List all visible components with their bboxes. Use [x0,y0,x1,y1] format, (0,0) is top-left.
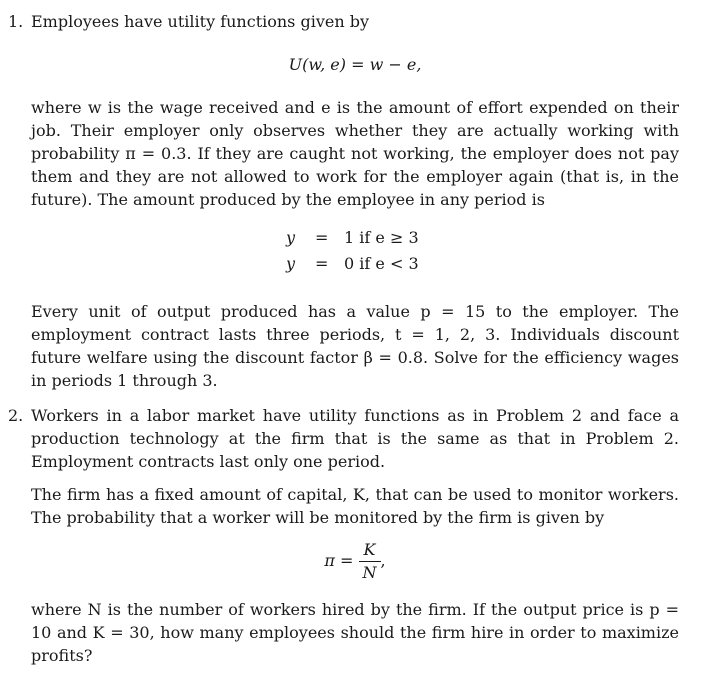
problem-1 [0,10,700,211]
eq-tail: , [380,551,386,570]
problem-2-cont [0,598,700,667]
sys-eq: = [315,228,329,247]
fraction [359,540,381,583]
fraction-denominator: N [362,563,377,582]
problem-intro: Employees have utility functions given by [31,12,370,31]
sys-rhs: 0 if e < 3 [344,254,419,273]
sys-rhs: 1 if e ≥ 3 [344,228,419,247]
sys-lhs: y [286,228,296,247]
sys-eq: = [315,254,329,273]
eq-lhs: π = [324,551,354,570]
fraction-bar [359,561,381,562]
problem-2 [0,404,700,529]
problem-1-cont [0,300,700,392]
utility-equation: U(w, e) = w − e, [288,55,422,74]
problem-paragraph: The firm has a fixed amount of capital, K, that can be used to monitor workers. The probability that a worker will be monitored by the firm is given by [31,485,679,527]
problem-number: 1. [8,12,24,31]
problem-paragraph: Workers in a labor market have utility functions as in Problem 2 and face a production technology at the firm that is the same as that in Problem 2. Employment contracts last only one period. [31,406,679,471]
monitoring-equation [0,540,700,583]
problem-paragraph: where w is the wage received and e is the amount of effort expended on their job. Their employer only observes whether they are actually working with probability π = 0.3. If they are caught not working, the employer does not pay them and they are not allowed to work for the employer again (that is, in the future). The amount produced by the employee in any period is [31,98,679,209]
fraction-numerator: K [363,540,376,559]
problem-number: 2. [8,406,24,425]
problem-paragraph: where N is the number of workers hired by the firm. If the output price is p = 10 and K = 30, how many employees should the firm hire in order to maximize profits? [31,600,679,665]
sys-lhs: y [286,254,296,273]
problem-paragraph: Every unit of output produced has a value p = 15 to the employer. The employment contract lasts three periods, t = 1, 2, 3. Individuals discount future welfare using the discount factor β = 0.8. Solve for the efficiency wages in periods 1 through 3. [31,302,679,390]
